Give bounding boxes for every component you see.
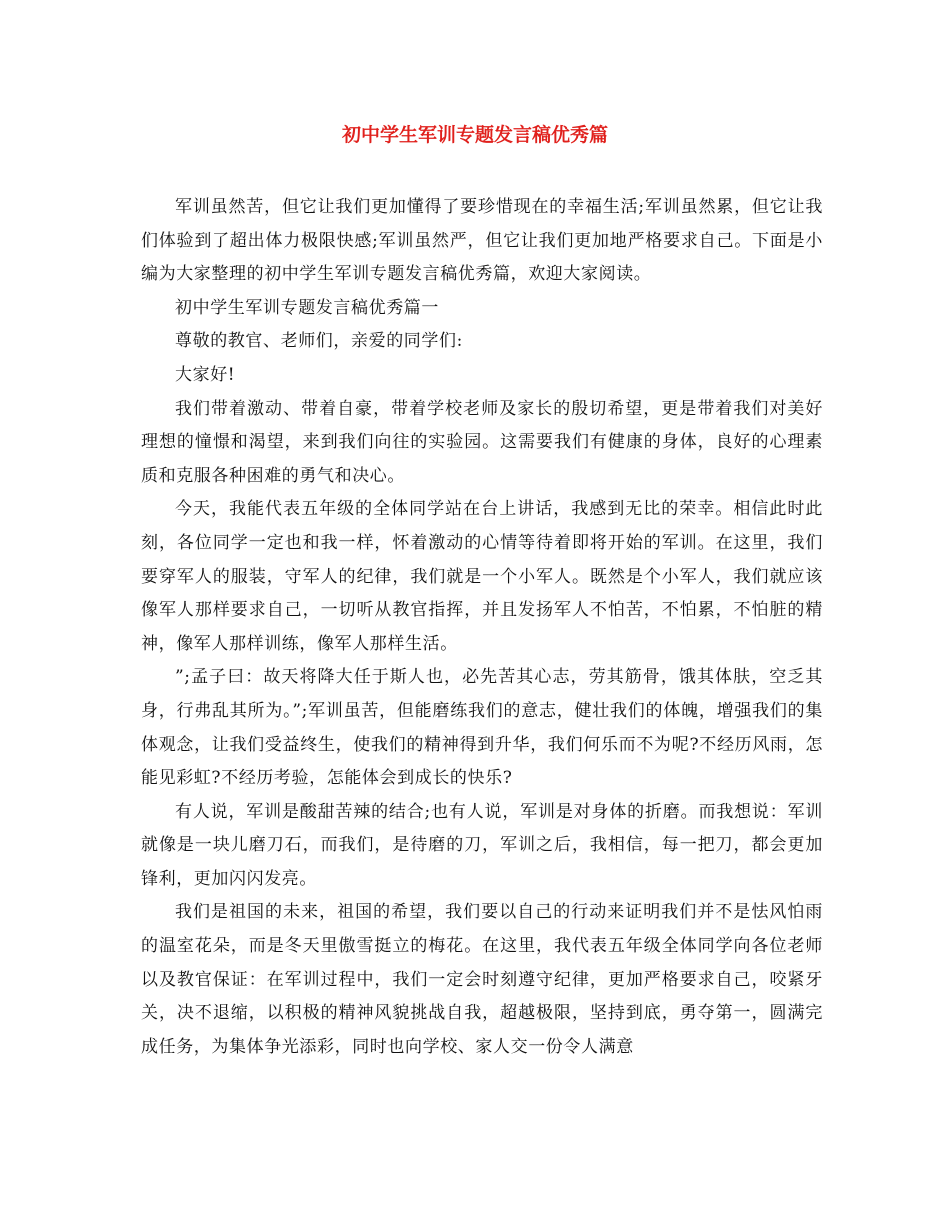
document-body bbox=[141, 191, 823, 1064]
greeting: 大家好! bbox=[175, 364, 236, 385]
body-paragraph: ”;孟子曰：故天将降大任于斯人也，必先苦其心志，劳其筋骨，饿其体肤，空乏其身，行弗乱其所为。”;军训虽苦，但能磨练我们的意志，健壮我们的体魄，增强我们的集体观念，让我们受益终生，使我们的精神得到升华，我们何乐而不为呢?不经历风雨，怎能见彩虹?不经历考验，怎能体会到成长的快乐? bbox=[141, 667, 823, 789]
body-paragraph: 我们带着激动、带着自豪，带着学校老师及家长的殷切希望，更是带着我们对美好理想的憧憬和渴望，来到我们向往的实验园。这需要我们有健康的身体，良好的心理素质和克服各种困难的勇气和决心。 bbox=[141, 398, 823, 486]
document-title: 初中学生军训专题发言稿优秀篇 bbox=[341, 124, 608, 146]
body-paragraph: 今天，我能代表五年级的全体同学站在台上讲话，我感到无比的荣幸。相信此时此刻，各位同学一定也和我一样，怀着激动的心情等待着即将开始的军训。在这里，我们要穿军人的服装，守军人的纪律，我们就是一个小军人。既然是个小军人，我们就应该像军人那样要求自己，一切听从教官指挥，并且发扬军人不怕苦，不怕累，不怕脏的精神，像军人那样训练，像军人那样生活。 bbox=[141, 499, 823, 654]
body-paragraph: 我们是祖国的未来，祖国的希望，我们要以自己的行动来证明我们并不是怯风怕雨的温室花朵，而是冬天里傲雪挺立的梅花。在这里，我代表五年级全体同学向各位老师以及教官保证：在军训过程中，我们一定会时刻遵守纪律，更加严格要求自己，咬紧牙关，决不退缩，以积极的精神风貌挑战自我，超越极限，坚持到底，勇夺第一，圆满完成任务，为集体争光添彩，同时也向学校、家人交一份令人满意 bbox=[141, 902, 823, 1057]
body-paragraph: 有人说，军训是酸甜苦辣的结合;也有人说，军训是对身体的折磨。而我想说：军训就像是一块儿磨刀石，而我们，是待磨的刀，军训之后，我相信，每一把刀，都会更加锋利，更加闪闪发亮。 bbox=[141, 801, 823, 889]
section-heading: 初中学生军训专题发言稿优秀篇一 bbox=[175, 297, 439, 318]
salutation: 尊敬的教官、老师们，亲爱的同学们: bbox=[175, 331, 463, 352]
intro-paragraph: 军训虽然苦，但它让我们更加懂得了要珍惜现在的幸福生活;军训虽然累，但它让我们体验到了超出体力极限快感;军训虽然严，但它让我们更加地严格要求自己。下面是小编为大家整理的初中学生军训专题发言稿优秀篇，欢迎大家阅读。 bbox=[141, 197, 823, 285]
